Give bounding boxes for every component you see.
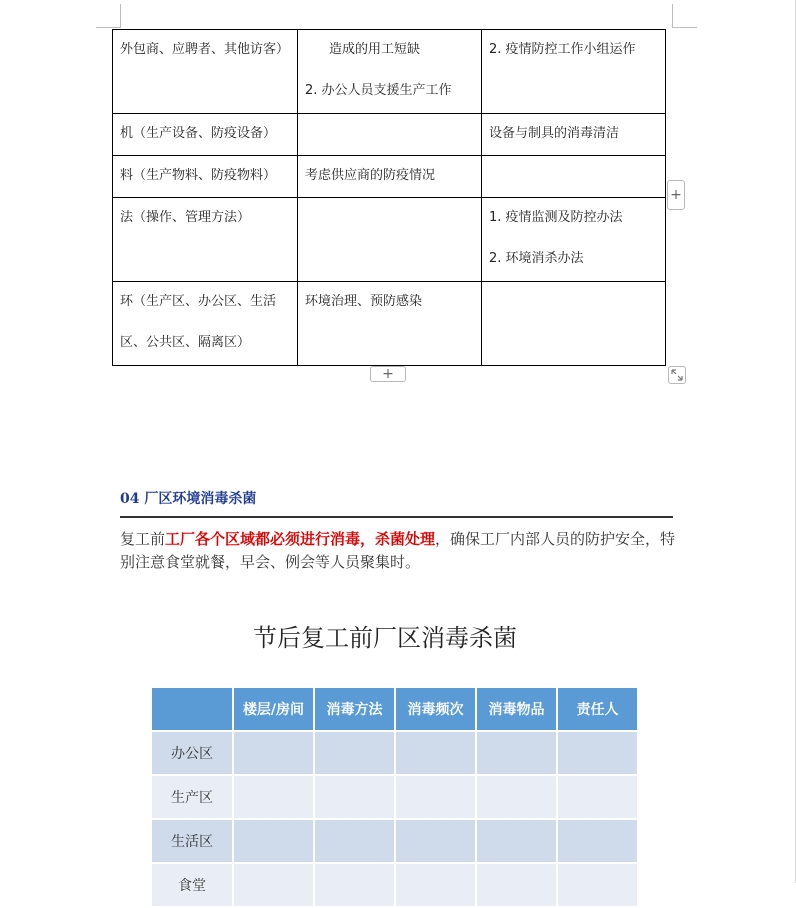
crop-mark-left <box>120 4 121 28</box>
table-row <box>152 819 638 863</box>
factor-cell[interactable] <box>298 282 482 366</box>
table-cell[interactable] <box>395 863 476 907</box>
table-cell[interactable] <box>557 863 638 907</box>
table-cell[interactable] <box>557 775 638 819</box>
plus-icon: + <box>670 187 682 203</box>
table-cell[interactable] <box>557 819 638 863</box>
cell-line: 考虑供应商的防疫情况 <box>305 168 436 183</box>
table-cell[interactable] <box>557 731 638 775</box>
row-header-cell[interactable]: 生活区 <box>152 819 233 863</box>
table-cell[interactable] <box>395 731 476 775</box>
cell-line: 1. 疫情监测及防控办法 <box>489 210 623 225</box>
factor-cell[interactable] <box>113 282 298 366</box>
factor-cell[interactable] <box>482 30 666 114</box>
table-row <box>152 775 638 819</box>
cell-line: 机（生产设备、防疫设备） <box>120 126 277 141</box>
table-row <box>152 863 638 907</box>
table-cell[interactable] <box>233 775 314 819</box>
factor-cell[interactable] <box>113 30 298 114</box>
column-header: 责任人 <box>557 688 638 731</box>
factor-row <box>113 282 666 366</box>
table-cell[interactable] <box>395 775 476 819</box>
section-divider <box>120 516 673 518</box>
resize-table-handle[interactable] <box>668 366 686 384</box>
table-cell[interactable] <box>233 819 314 863</box>
add-row-button[interactable] <box>370 366 406 382</box>
table-cell[interactable] <box>476 775 557 819</box>
column-header: 楼层/房间 <box>233 688 314 731</box>
disinfect-table-title: 节后复工前厂区消毒杀菌 <box>253 624 517 652</box>
section-title: 04 厂区环境消毒杀菌 <box>120 491 257 507</box>
factor-cell[interactable] <box>298 156 482 198</box>
resize-arrows-icon <box>671 369 683 381</box>
factor-row <box>113 114 666 156</box>
table-row <box>152 731 638 775</box>
factor-row <box>113 30 666 114</box>
factor-cell[interactable] <box>482 198 666 282</box>
column-header: 消毒方法 <box>314 688 395 731</box>
table-cell[interactable] <box>476 863 557 907</box>
cell-line: 外包商、应聘者、其他访客） <box>120 42 290 57</box>
cell-line: 造成的用工短缺 <box>329 42 421 57</box>
factor-row <box>113 198 666 282</box>
cell-line: 法（操作、管理方法） <box>120 210 251 225</box>
column-header: 消毒物品 <box>476 688 557 731</box>
section-paragraph <box>120 528 680 574</box>
factor-table <box>112 29 666 366</box>
para-rest: ，确保工厂内部人员的防护安全，特别注意食堂就餐，早会、例会等人员聚集时。 <box>120 530 676 571</box>
table-cell[interactable] <box>314 731 395 775</box>
column-header: 消毒频次 <box>395 688 476 731</box>
factor-cell[interactable] <box>113 156 298 198</box>
add-column-button[interactable] <box>667 180 685 210</box>
cell-line: 设备与制具的消毒清洁 <box>489 126 620 141</box>
cell-line: 料（生产物料、防疫物料） <box>120 168 277 183</box>
cell-line: 2. 环境消杀办法 <box>489 251 584 266</box>
table-cell[interactable] <box>314 863 395 907</box>
crop-mark-right-h <box>673 27 697 28</box>
factor-cell[interactable] <box>298 30 482 114</box>
factor-cell[interactable] <box>298 114 482 156</box>
table-cell[interactable] <box>233 731 314 775</box>
row-header-cell[interactable]: 办公区 <box>152 731 233 775</box>
cell-line: 区、公共区、隔离区） <box>120 335 251 350</box>
factor-cell[interactable] <box>482 156 666 198</box>
factor-cell[interactable] <box>482 282 666 366</box>
table-cell[interactable] <box>476 819 557 863</box>
cell-line: 2. 疫情防控工作小组运作 <box>489 42 636 57</box>
table-cell[interactable] <box>314 775 395 819</box>
para-prefix: 复工前 <box>120 530 166 548</box>
table-cell[interactable] <box>233 863 314 907</box>
factor-row <box>113 156 666 198</box>
factor-cell[interactable] <box>482 114 666 156</box>
row-header-cell[interactable]: 生产区 <box>152 775 233 819</box>
table-cell[interactable] <box>395 819 476 863</box>
cell-line: 2. 办公人员支援生产工作 <box>305 83 452 98</box>
plus-icon: + <box>382 366 394 382</box>
factor-cell[interactable] <box>298 198 482 282</box>
cell-line: 环境治理、预防感染 <box>305 294 423 309</box>
cell-line: 环（生产区、办公区、生活 <box>120 294 277 309</box>
crop-mark-left-h <box>96 27 120 28</box>
column-header <box>152 688 233 731</box>
para-highlight: 工厂各个区域都必须进行消毒，杀菌处理 <box>165 530 436 548</box>
factor-cell[interactable] <box>113 114 298 156</box>
disinfect-table <box>152 688 639 908</box>
factor-cell[interactable] <box>113 198 298 282</box>
table-cell[interactable] <box>314 819 395 863</box>
crop-mark-right <box>672 4 673 28</box>
table-cell[interactable] <box>476 731 557 775</box>
row-header-cell[interactable]: 食堂 <box>152 863 233 907</box>
